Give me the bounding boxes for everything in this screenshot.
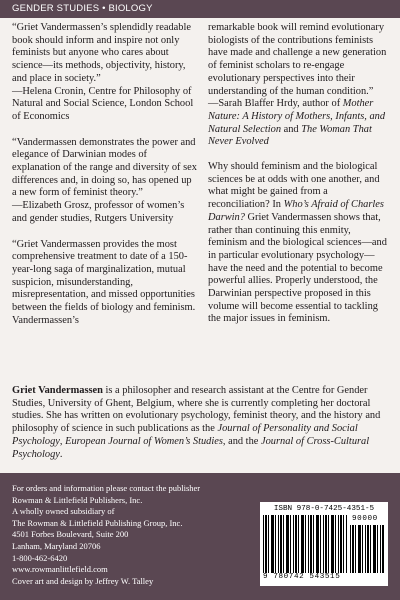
blurb-text: Griet Vandermassen shows that, rather than continuing this enmity, feminism and the biological sciences—and in particular evolutionary psychology—have the need and the potential to become powerful allies. Properly understood, the Darwinian perspective proposed in this volume will become essential to tackling the major issues in feminism. (208, 211, 387, 325)
journal-title: Journal of Cross-Cultural Psychology (12, 435, 370, 460)
ean-barcode-bars (263, 515, 347, 573)
endorsement-quote-continued (208, 22, 390, 149)
barcode-bars (263, 515, 385, 573)
bio-end: . (59, 448, 63, 460)
attribution-joiner: and (281, 123, 302, 135)
bio-separator: , (59, 435, 66, 447)
top-band (0, 0, 400, 18)
quote-attribution: —Elizabeth Grosz, professor of women’s and gender studies, Rutgers University (12, 200, 185, 224)
endorsement-quote (12, 137, 198, 226)
publisher-line: 1-800-462-6420 (12, 552, 68, 563)
publisher-line: Cover art and design by Jeffrey W. Talley (12, 575, 154, 586)
ean-number: 9 780742 543515 (263, 573, 341, 581)
addon-barcode-bars (350, 525, 384, 573)
author-bio (12, 385, 390, 461)
publisher-line: www.rowmanlittlefield.com (12, 564, 108, 575)
journal-title: European Journal of Women’s Studies (65, 435, 223, 447)
blurb-text: Why should feminism and the biological sciences be at odds with one another, and what might be gained from a reconciliation? In (208, 161, 380, 211)
publisher-line: The Rowman & Littlefield Publishing Group, Inc. (12, 517, 183, 528)
isbn-number: ISBN 978-0-7425-4351-5 (273, 505, 375, 513)
quote-attribution (208, 98, 390, 149)
quote-text: “Griet Vandermassen provides the most comprehensive treatment to date of a 150-year-long saga of marginalization, mutual suspicion, misunderstanding, misrepresentation, and missed opportunities between the fields of biology and feminism. Vandermassen’s (12, 238, 196, 326)
isbn-barcode (260, 502, 388, 586)
publisher-info (12, 483, 222, 587)
publisher-line: A wholly owned subsidiary of (12, 506, 115, 517)
bio-text: is a philosopher and research assistant at the Centre for Gender Studies, University of Ghent, Belgium, where she is currently completing her doctoral studies. She has written on evolutionary psychology, feminist theory, and the history and philosophy of science in such publications as the (12, 385, 381, 435)
book-title: The Woman That Never Evolved (208, 123, 372, 148)
quote-text: remarkable book will remind evolutionary biologists of the contributions feminists have made and challenge a new generation of feminist scholars to re-engage evolutionary perspectives into their understanding of the human condition.” (208, 22, 387, 97)
endorsement-quote (12, 239, 198, 328)
author-name: Griet Vandermassen (12, 385, 103, 396)
addon-block (350, 515, 384, 573)
right-column (208, 22, 390, 326)
left-column (12, 22, 198, 340)
publisher-line: 4501 Forbes Boulevard, Suite 200 (12, 529, 129, 540)
category-label: GENDER STUDIES • BIOLOGY (12, 3, 153, 14)
book-title: Mother Nature: A History of Mothers, Infants, and Natural Selection (208, 98, 386, 135)
book-blurb (208, 161, 390, 326)
attribution-prefix: —Sarah Blaffer Hrdy, author of (208, 98, 343, 110)
quote-text: “Vandermassen demonstrates the power and elegance of Darwinian modes of explanation of the range and diversity of sex differences and, in doing so, has opened up a new form of feminist theory.” (12, 136, 197, 199)
publisher-line: For orders and information please contact the publisher (12, 483, 201, 493)
addon-number: 90000 (352, 515, 378, 523)
endorsement-quote (12, 22, 198, 124)
quote-attribution: —Helena Cronin, Centre for Philosophy of Natural and Social Science, London School of Economics (12, 85, 194, 122)
quote-text: “Griet Vandermassen’s splendidly readable book should inform and inspire not only feminists but anyone who cares about science—its methods, objectivity, history, and place in society.” (12, 22, 191, 84)
journal-title: Journal of Personality and Social Psychology (12, 423, 358, 447)
book-title: Who’s Afraid of Charles Darwin? (208, 199, 384, 223)
publisher-line: Lanham, Maryland 20706 (12, 540, 101, 551)
bio-separator: , and the (222, 435, 261, 447)
publisher-line: Rowman & Littlefield Publishers, Inc. (12, 494, 143, 505)
